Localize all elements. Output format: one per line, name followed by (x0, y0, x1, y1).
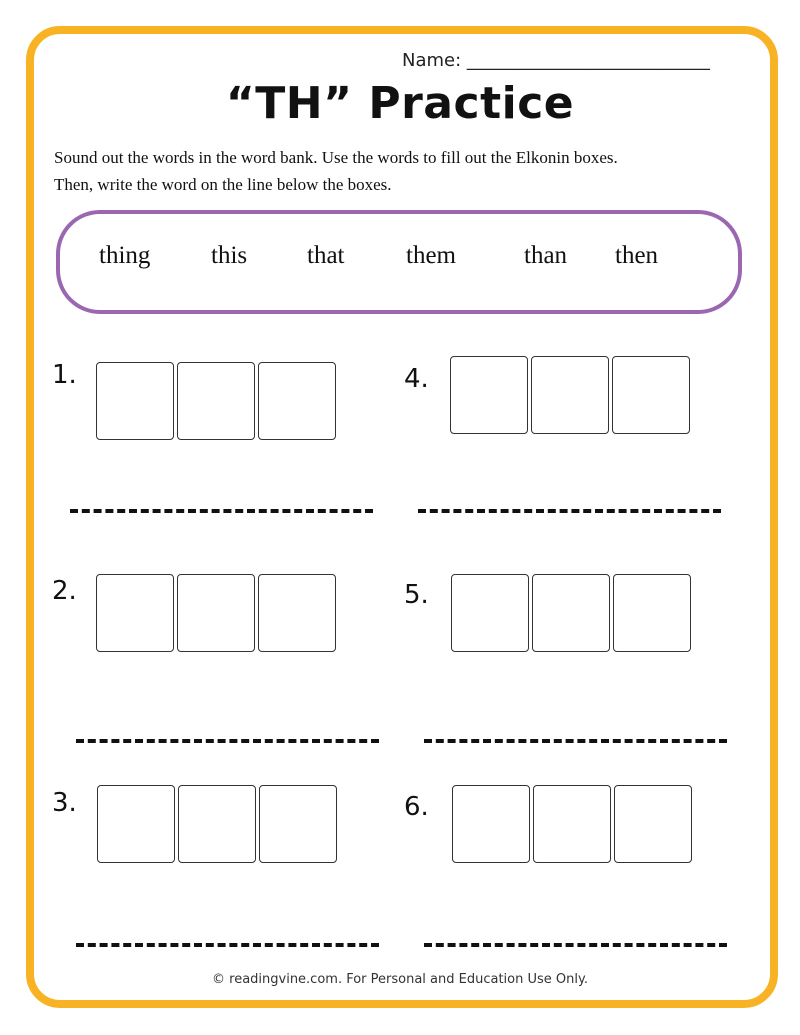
elkonin-box[interactable] (531, 356, 609, 434)
footer-copyright: © readingvine.com. For Personal and Education Use Only. (212, 972, 588, 987)
word-bank-word: that (307, 242, 345, 269)
item-number: 6. (404, 792, 429, 822)
name-field[interactable]: Name: ___________________________ (402, 50, 710, 71)
item-number: 2. (52, 576, 77, 606)
elkonin-box[interactable] (533, 785, 611, 863)
answer-line[interactable] (76, 943, 379, 947)
elkonin-box[interactable] (96, 574, 174, 652)
elkonin-box[interactable] (96, 362, 174, 440)
elkonin-box[interactable] (614, 785, 692, 863)
answer-line[interactable] (424, 739, 727, 743)
elkonin-box[interactable] (450, 356, 528, 434)
answer-line[interactable] (424, 943, 727, 947)
word-bank-word: then (615, 242, 659, 269)
word-bank-word: thing (99, 242, 151, 269)
elkonin-box[interactable] (451, 574, 529, 652)
word-bank-word: them (406, 242, 456, 269)
word-bank-word: than (524, 242, 568, 269)
elkonin-box[interactable] (613, 574, 691, 652)
instructions-line-2: Then, write the word on the line below the boxes. (54, 175, 392, 194)
elkonin-box[interactable] (259, 785, 337, 863)
item-number: 1. (52, 360, 77, 390)
answer-line[interactable] (76, 739, 379, 743)
elkonin-box[interactable] (178, 785, 256, 863)
item-number: 4. (404, 364, 429, 394)
item-number: 5. (404, 580, 429, 610)
elkonin-box[interactable] (612, 356, 690, 434)
elkonin-box[interactable] (452, 785, 530, 863)
elkonin-box[interactable] (177, 574, 255, 652)
elkonin-box[interactable] (258, 362, 336, 440)
page-title: “TH” Practice (225, 78, 575, 129)
answer-line[interactable] (70, 509, 373, 513)
instructions (54, 144, 764, 198)
instructions-line-1: Sound out the words in the word bank. Use the words to fill out the Elkonin boxes. (54, 148, 618, 167)
answer-line[interactable] (418, 509, 721, 513)
elkonin-box[interactable] (532, 574, 610, 652)
word-bank-word: this (211, 242, 248, 269)
item-number: 3. (52, 788, 77, 818)
elkonin-box[interactable] (177, 362, 255, 440)
elkonin-box[interactable] (258, 574, 336, 652)
elkonin-box[interactable] (97, 785, 175, 863)
